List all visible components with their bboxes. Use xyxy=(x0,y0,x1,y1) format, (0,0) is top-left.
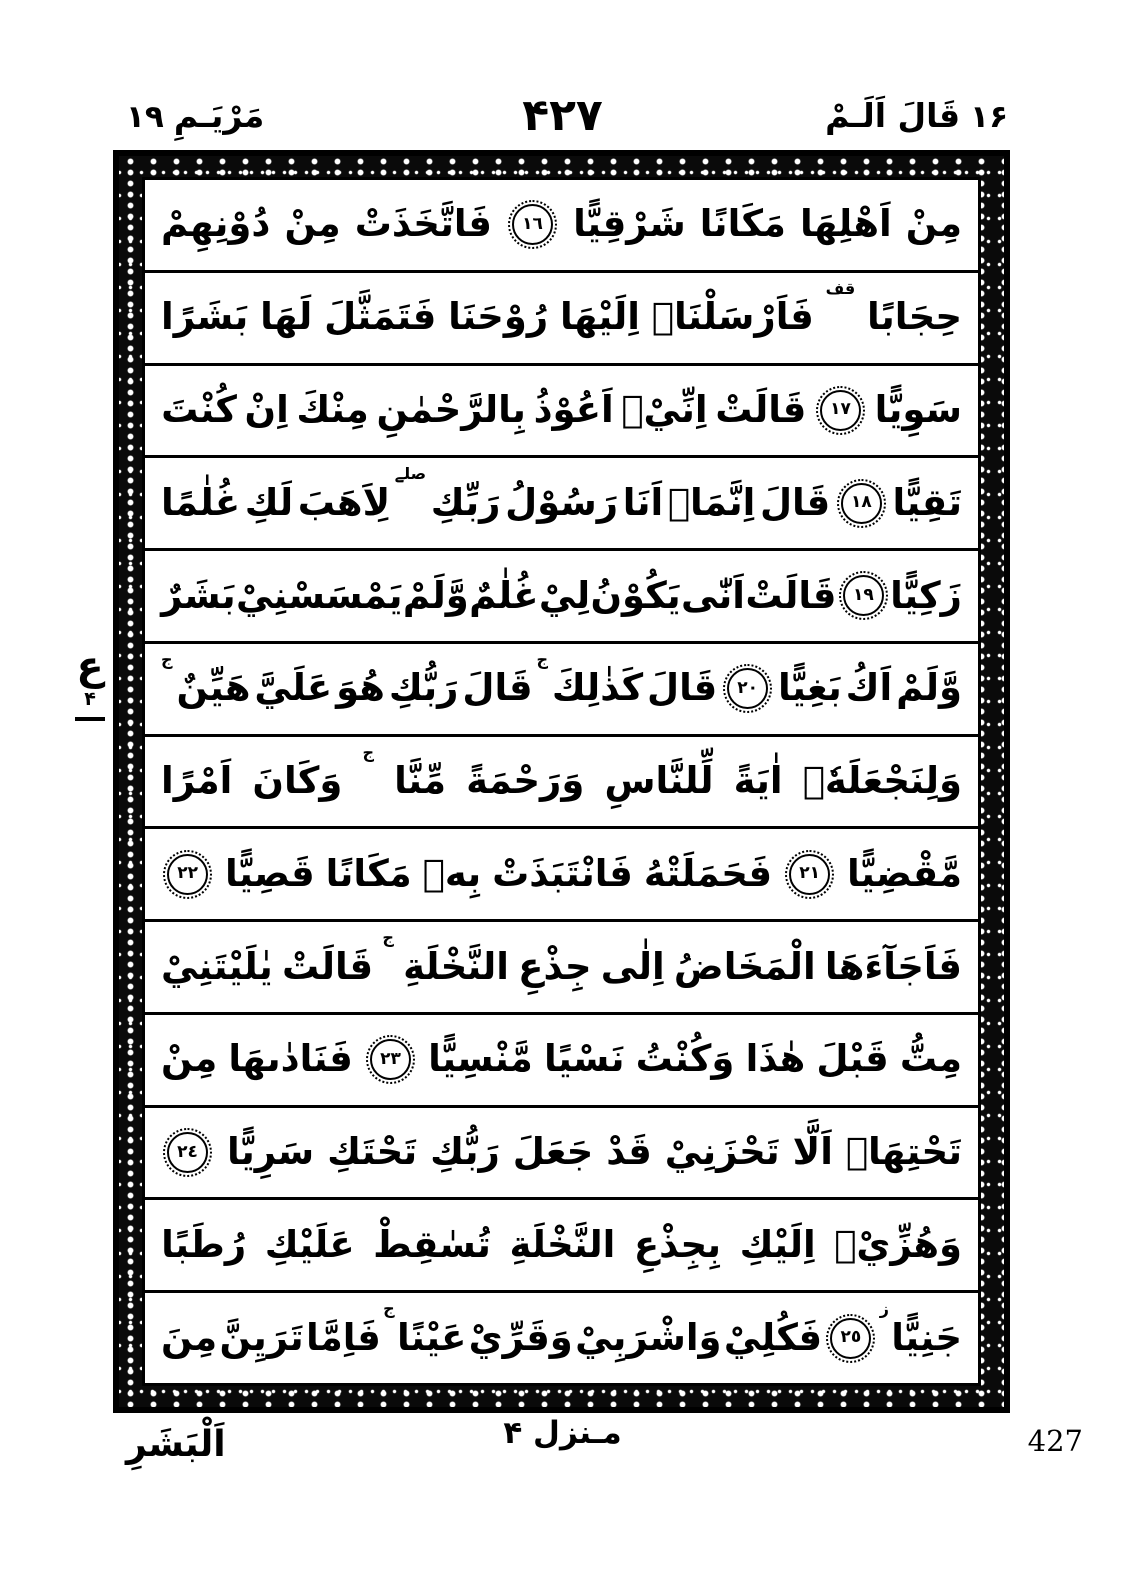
ayah-end-medallion: ٢١ xyxy=(789,854,830,895)
quran-word: مَّنْسِيًّا xyxy=(428,1037,533,1081)
quran-word: اِلَيْكِ xyxy=(739,1222,816,1266)
quran-word: قَالَتْ xyxy=(745,573,837,617)
quran-word: مِنْ xyxy=(905,202,962,246)
quran-word: تَحْتِهَاۤ xyxy=(845,1130,962,1174)
pause-mark: ج xyxy=(362,742,375,762)
quran-line-6 xyxy=(145,644,978,737)
ayah-end-medallion: ١٧ xyxy=(820,390,861,431)
quran-word: فَكُلِيْ xyxy=(723,1315,823,1359)
quran-word: اِنْ xyxy=(244,387,289,431)
quran-word: مَكَانًا xyxy=(699,202,786,246)
quran-word: رُطَبًا xyxy=(161,1222,247,1266)
quran-word: رَبِّكِ xyxy=(430,480,501,524)
quran-word: مِتُّ xyxy=(899,1037,962,1081)
quran-word: وَقَرِّيْ xyxy=(468,1315,573,1359)
quran-word: قَالَتْ xyxy=(281,944,374,988)
quran-word: رَسُوْلُ xyxy=(505,480,619,524)
juz-name: قَالَ اَلَـمْ xyxy=(825,96,961,135)
quran-word: اَهْلِهَا xyxy=(799,202,892,246)
quran-word: قَالَتْ xyxy=(715,387,807,431)
quran-line-3 xyxy=(145,366,978,459)
quran-word: فَاتَّخَذَتْ xyxy=(354,202,492,246)
quran-line-4 xyxy=(145,458,978,551)
quran-word: مِنْكَ xyxy=(296,387,369,431)
quran-word: تَرَيِنَّ xyxy=(219,1315,304,1359)
quran-word: وَلِنَجْعَلَهٗۤ xyxy=(802,759,962,803)
quran-word: هُوَ xyxy=(336,666,385,710)
quran-word: لَهَا xyxy=(260,295,313,339)
juz-number: ۱۶ xyxy=(970,99,1008,135)
ayah-end-medallion: ٢٢ xyxy=(167,854,208,895)
quran-line-8 xyxy=(145,829,978,922)
surah-name: مَرْيَـمِ xyxy=(173,96,265,135)
quran-line-10 xyxy=(145,1015,978,1108)
quran-word: زَكِيًّا xyxy=(890,573,962,617)
quran-word: وَاشْرَبِيْ xyxy=(575,1315,722,1359)
quran-word: لِاَهَبَ xyxy=(297,480,391,524)
surah-number: ۱۹ xyxy=(126,99,164,135)
pause-mark: صلے xyxy=(394,464,427,484)
quran-word: اِنَّمَاۤ xyxy=(667,480,756,524)
page-number-arabic: ۴۲۷ xyxy=(522,90,603,141)
quran-word: جَنِيًّا xyxy=(891,1315,962,1359)
quran-word: قَبْلَ xyxy=(816,1037,889,1081)
quran-word: بَشَرًا xyxy=(161,295,249,339)
quran-word: لَكِ xyxy=(244,480,294,524)
quran-word: يٰلَيْتَنِيْ xyxy=(161,944,273,988)
ayah-end-medallion: ٢٠ xyxy=(727,668,768,709)
quran-word: لِّلنَّاسِ xyxy=(604,759,714,803)
quran-word: اِلٰى xyxy=(600,944,665,988)
quran-word: اَلَّا xyxy=(792,1130,833,1174)
quran-word: وَكُنْتُ xyxy=(635,1037,735,1081)
quran-word: نَسْيًا xyxy=(543,1037,625,1081)
page-number-latin: 427 xyxy=(1027,1424,1083,1458)
quran-word: وَهُزِّيْۤ xyxy=(834,1222,962,1266)
ayah-end-medallion: ١٦ xyxy=(512,204,553,245)
quran-word: فَحَمَلَتْهُ xyxy=(643,851,773,895)
text-rows xyxy=(142,177,981,1386)
quran-word: مِنْ xyxy=(284,202,341,246)
page-header xyxy=(0,0,1125,150)
quran-word: قَالَ xyxy=(462,666,533,710)
quran-word: بِهٖ xyxy=(422,851,482,895)
quran-word: سَرِيًّا xyxy=(226,1130,315,1174)
quran-word: النَّخْلَةِ xyxy=(509,1222,616,1266)
pause-mark: ج xyxy=(161,649,173,669)
quran-word: هٰذَا xyxy=(745,1037,806,1081)
quran-word: اِنِّيْۤ xyxy=(621,387,708,431)
ayah-end-medallion: ٢٤ xyxy=(167,1132,208,1173)
quran-word: اٰيَةً xyxy=(733,759,783,803)
quran-word: هَيِّنٌ xyxy=(176,666,251,710)
quran-word: فَاِمَّا xyxy=(305,1315,381,1359)
quran-word: جِذْعِ xyxy=(518,944,592,988)
quran-word: بِالرَّحْمٰنِ xyxy=(376,387,526,431)
pause-mark: ج xyxy=(382,928,394,948)
quran-line-2 xyxy=(145,273,978,366)
quran-word: عَلَيَّ xyxy=(254,666,333,710)
quran-line-5 xyxy=(145,551,978,644)
quran-word: اَنَا xyxy=(622,480,664,524)
quran-word: اَنّٰى xyxy=(680,573,745,617)
quran-word: قَالَ xyxy=(759,480,831,524)
ayah-end-medallion: ٢٣ xyxy=(370,1039,411,1080)
quran-word: النَّخْلَةِ xyxy=(403,944,509,988)
quran-word: مِنَ xyxy=(161,1315,218,1359)
ornamental-border-frame xyxy=(113,150,1010,1413)
quran-word: فَاَرْسَلْنَاۤ xyxy=(651,295,814,339)
pause-mark: ز xyxy=(879,1299,889,1319)
quran-word: اِلَيْهَا xyxy=(559,295,640,339)
quran-line-7 xyxy=(145,737,978,830)
quran-word: حِجَابًا xyxy=(866,295,962,339)
quran-word: قَصِيًّا xyxy=(225,851,315,895)
ruku-margin-marker xyxy=(66,643,114,721)
quran-word: فَنَادٰىهَا xyxy=(228,1037,353,1081)
pause-mark: ج xyxy=(536,649,548,669)
quran-word: مِّنَّا xyxy=(394,759,447,803)
quran-word: سَوِيًّا xyxy=(874,387,962,431)
quran-word: وَكَانَ xyxy=(252,759,343,803)
quran-word: بِجِذْعِ xyxy=(633,1222,722,1266)
pause-mark: قف xyxy=(825,278,856,298)
quran-word: تَقِيًّا xyxy=(892,480,962,524)
quran-word: الْمَخَاضُ xyxy=(673,944,816,988)
quran-word: يَمْسَسْنِيْ xyxy=(235,573,403,617)
quran-word: مِنْ xyxy=(161,1037,218,1081)
quran-word: قَالَ xyxy=(646,666,718,710)
quran-word: دُوْنِهِمْ xyxy=(161,202,271,246)
quran-word: بَشَرٌ xyxy=(161,573,236,617)
ayah-end-medallion: ٢٥ xyxy=(830,1318,871,1359)
quran-word: قَدْ xyxy=(606,1130,652,1174)
surah-header xyxy=(126,96,264,135)
quran-word: بَغِيًّا xyxy=(777,666,842,710)
ain-symbol: ع xyxy=(76,643,104,689)
quran-word: فَاَجَآءَهَا xyxy=(824,944,962,988)
quran-word: رَبُّكِ xyxy=(430,1130,500,1174)
quran-word: كَذٰلِكَ xyxy=(551,666,644,710)
quran-word: لِيْ xyxy=(538,573,591,617)
quran-line-13 xyxy=(145,1293,978,1383)
quran-word: جَعَلَ xyxy=(512,1130,594,1174)
quran-line-1 xyxy=(145,180,978,273)
quran-word: مَّقْضِيًّا xyxy=(847,851,962,895)
quran-word: مَكَانًا xyxy=(325,851,412,895)
quran-word: غُلٰمًا xyxy=(161,480,241,524)
quran-line-9 xyxy=(145,922,978,1015)
quran-word: فَتَمَثَّلَ xyxy=(324,295,437,339)
quran-word: رَبُّكِ xyxy=(388,666,459,710)
quran-word: فَانْتَبَذَتْ xyxy=(492,851,633,895)
pause-mark: ج xyxy=(383,1299,395,1319)
quran-word: تَحْزَنِيْ xyxy=(664,1130,780,1174)
quran-word: رُوْحَنَا xyxy=(448,295,549,339)
quran-word: اَكُ xyxy=(845,666,893,710)
quran-word: وَرَحْمَةً xyxy=(466,759,585,803)
quran-word: تُسٰقِطْ xyxy=(373,1222,491,1266)
ruku-underline xyxy=(75,717,105,721)
quran-line-11 xyxy=(145,1108,978,1201)
quran-word: وَّلَمْ xyxy=(402,573,469,617)
quran-word: عَلَيْكِ xyxy=(264,1222,355,1266)
ayah-end-medallion: ١٩ xyxy=(843,575,884,616)
quran-line-12 xyxy=(145,1200,978,1293)
quran-word: كُنْتَ xyxy=(161,387,237,431)
quran-word: اَمْرًا xyxy=(161,759,233,803)
quran-word: غُلٰمٌ xyxy=(469,573,539,617)
quran-word: شَرْقِيًّا xyxy=(573,202,686,246)
quran-word: وَّلَمْ xyxy=(896,666,962,710)
catchword: اَلْبَشَرِ xyxy=(126,1424,226,1465)
quran-word: عَيْنًا xyxy=(396,1315,467,1359)
ruku-number: ۴ xyxy=(84,688,96,710)
ayah-end-medallion: ١٨ xyxy=(841,483,882,524)
quran-word: تَحْتَكِ xyxy=(327,1130,418,1174)
quran-word: اَعُوْذُ xyxy=(533,387,614,431)
manzil-label: مـنزل ۴ xyxy=(503,1415,622,1451)
juz-header xyxy=(825,96,1008,135)
quran-word: يَكُوْنُ xyxy=(590,573,681,617)
